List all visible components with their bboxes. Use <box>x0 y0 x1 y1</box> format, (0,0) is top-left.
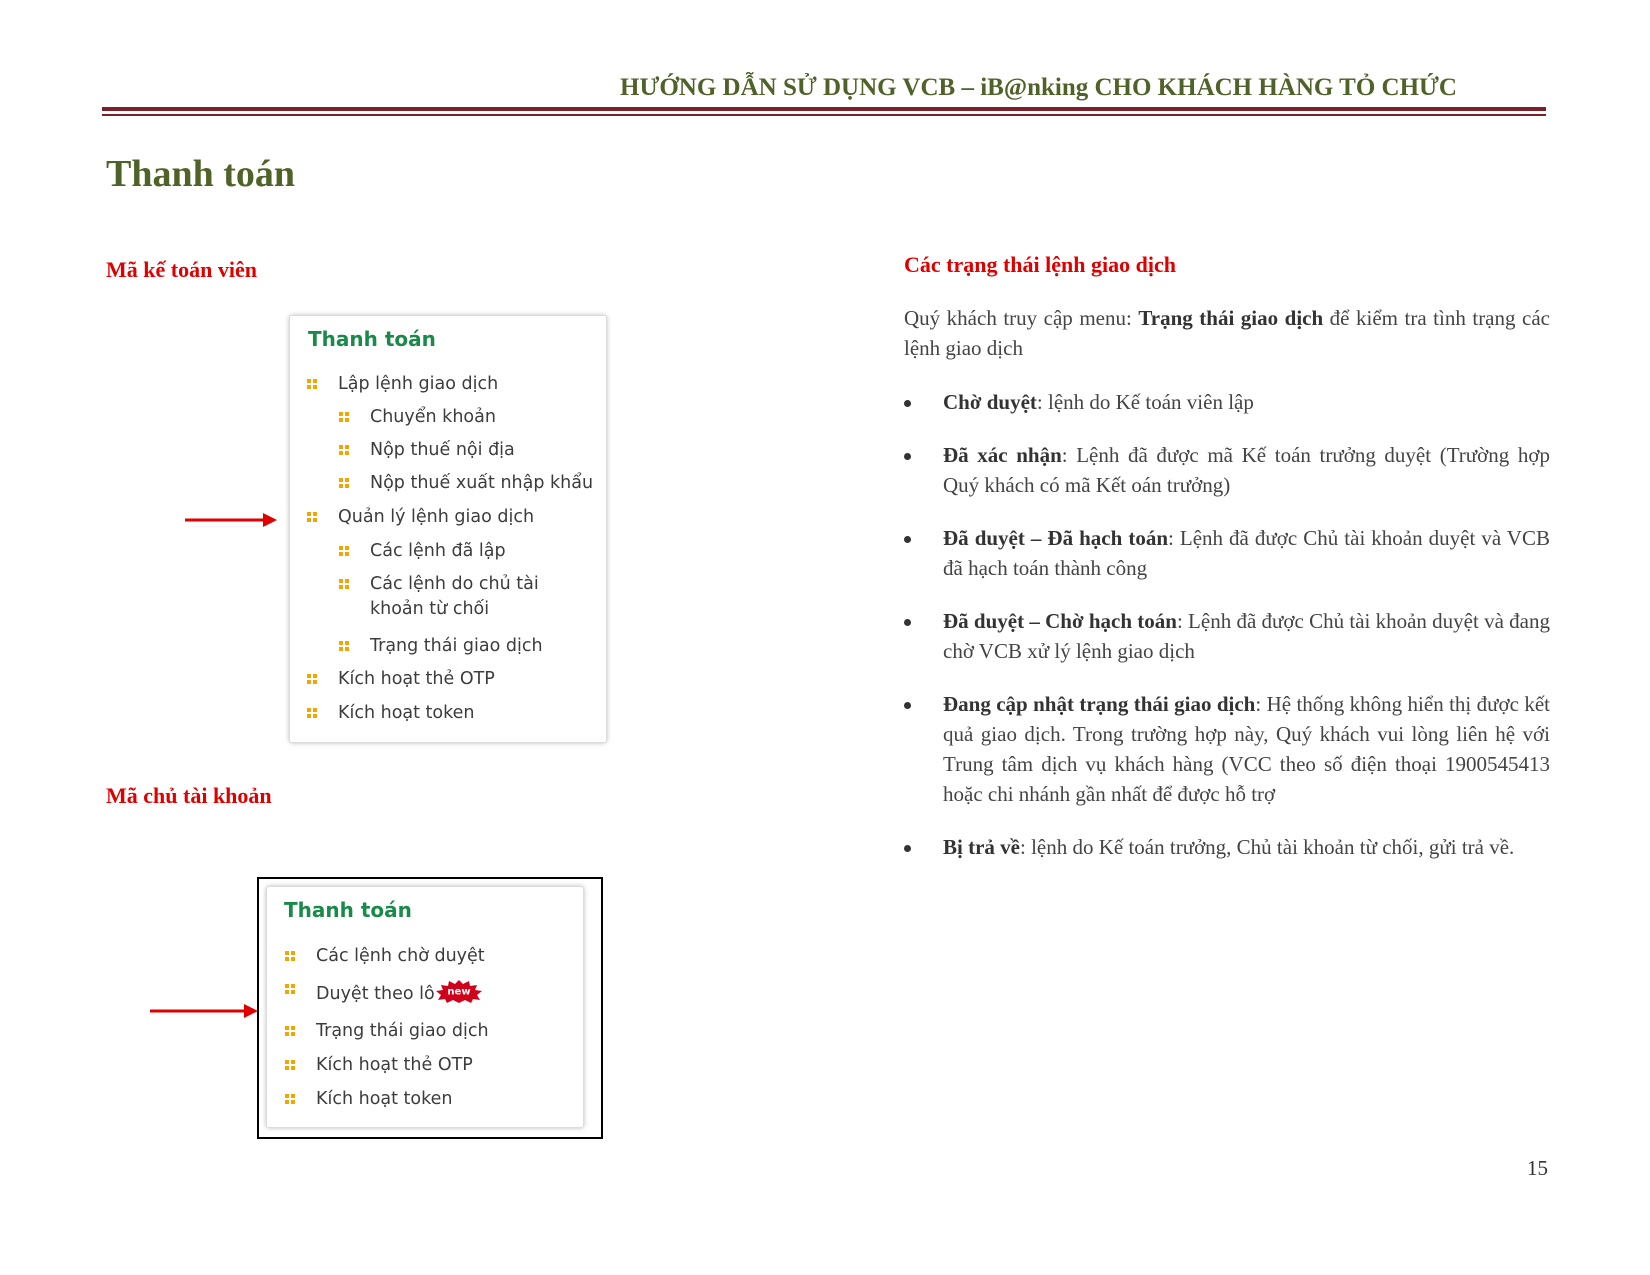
transaction-status-heading: Các trạng thái lệnh giao dịch <box>904 252 1176 277</box>
bullet-icon <box>307 708 318 719</box>
bullet-icon <box>307 379 318 390</box>
menu-item-import-export-tax[interactable]: Nộp thuế xuất nhập khẩu <box>370 473 594 493</box>
menu-item-created-orders[interactable]: Các lệnh đã lập <box>370 541 506 561</box>
bullet-icon <box>285 984 296 995</box>
menu-item-activate-token[interactable]: Kích hoạt token <box>316 1089 453 1109</box>
menu-item-batch-approval[interactable]: Duyệt theo lô <box>316 984 435 1004</box>
menu-item-activate-otp[interactable]: Kích hoạt thẻ OTP <box>316 1055 473 1075</box>
status-item-approved-awaiting: Đã duyệt – Chờ hạch toán: Lệnh đã được Chủ tài khoản duyệt và đang chờ VCB xử lý lệnh giao dịch <box>904 606 1550 666</box>
header-rule-thick <box>102 107 1546 111</box>
bullet-icon <box>339 445 350 456</box>
menu-item-transfer[interactable]: Chuyển khoản <box>370 407 496 427</box>
menu-item-manage-transactions[interactable]: Quản lý lệnh giao dịch <box>338 507 535 527</box>
intro-paragraph: Quý khách truy cập menu: Trạng thái giao dịch để kiểm tra tình trạng các lệnh giao dịch <box>904 306 1550 360</box>
bullet-dot-icon <box>904 536 911 543</box>
status-list <box>904 387 1550 862</box>
bullet-icon <box>339 579 350 590</box>
page-title: Thanh toán <box>106 153 296 195</box>
document-header-title: HƯỚNG DẪN SỬ DỤNG VCB – iB@nking CHO KHÁCH HÀNG TỎ CHỨC <box>620 74 1457 101</box>
bullet-dot-icon <box>904 702 911 709</box>
bullet-icon <box>307 512 318 523</box>
bullet-icon <box>307 674 318 685</box>
menu-item-activate-otp[interactable]: Kích hoạt thẻ OTP <box>338 669 495 689</box>
menu-item-domestic-tax[interactable]: Nộp thuế nội địa <box>370 440 515 460</box>
bullet-icon <box>285 951 296 962</box>
menu-item-activate-token[interactable]: Kích hoạt token <box>338 703 475 723</box>
bullet-icon <box>339 412 350 423</box>
menu-item-transaction-status[interactable]: Trạng thái giao dịch <box>370 636 543 656</box>
bullet-icon <box>339 478 350 489</box>
bullet-dot-icon <box>904 453 911 460</box>
red-arrow-icon <box>183 509 279 531</box>
new-badge-icon <box>435 979 483 1003</box>
status-item-approved-posted: Đã duyệt – Đã hạch toán: Lệnh đã được Chủ tài khoản duyệt và VCB đã hạch toán thành công <box>904 523 1550 583</box>
page-number: 15 <box>1527 1156 1548 1180</box>
menu-item-create-transaction[interactable]: Lập lệnh giao dịch <box>338 374 499 394</box>
account-owner-menu-title: Thanh toán <box>284 898 412 922</box>
status-item-confirmed: Đã xác nhận: Lệnh đã được mã Kế toán trưởng duyệt (Trường hợp Quý khách có mã Kết oán trưởng) <box>904 440 1550 500</box>
bullet-dot-icon <box>904 845 911 852</box>
status-item-returned: Bị trả về: lệnh do Kế toán trưởng, Chủ tài khoản từ chối, gửi trả về. <box>904 832 1550 862</box>
red-arrow-icon <box>148 1000 260 1022</box>
menu-item-rejected-orders[interactable]: Các lệnh do chủ tài khoản từ chối <box>370 574 539 619</box>
menu-item-transaction-status[interactable]: Trạng thái giao dịch <box>316 1021 489 1041</box>
menu-item-pending-orders[interactable]: Các lệnh chờ duyệt <box>316 946 485 966</box>
status-item-pending: Chờ duyệt: lệnh do Kế toán viên lập <box>904 387 1550 417</box>
bullet-icon <box>285 1094 296 1105</box>
header-rule-thin <box>102 114 1546 116</box>
status-item-updating: Đang cập nhật trạng thái giao dịch: Hệ thống không hiển thị được kết quả giao dịch. Trong trường hợp này, Quý khách vui lòng liên hệ với Trung tâm dịch vụ khách hàng (VCC theo số điện thoại 1900545413 hoặc chi nhánh gần nhất để được hỗ trợ <box>904 689 1550 809</box>
section-heading-accountant: Mã kế toán viên <box>106 257 257 282</box>
bullet-dot-icon <box>904 619 911 626</box>
section-heading-account-owner: Mã chủ tài khoản <box>106 783 272 808</box>
bullet-icon <box>285 1060 296 1071</box>
bullet-icon <box>339 546 350 557</box>
bullet-dot-icon <box>904 400 911 407</box>
new-badge-label: new <box>447 986 471 998</box>
accountant-menu-title: Thanh toán <box>308 327 436 351</box>
bullet-icon <box>285 1026 296 1037</box>
intro-bold-menu-name: Trạng thái giao dịch <box>1138 306 1324 330</box>
bullet-icon <box>339 641 350 652</box>
